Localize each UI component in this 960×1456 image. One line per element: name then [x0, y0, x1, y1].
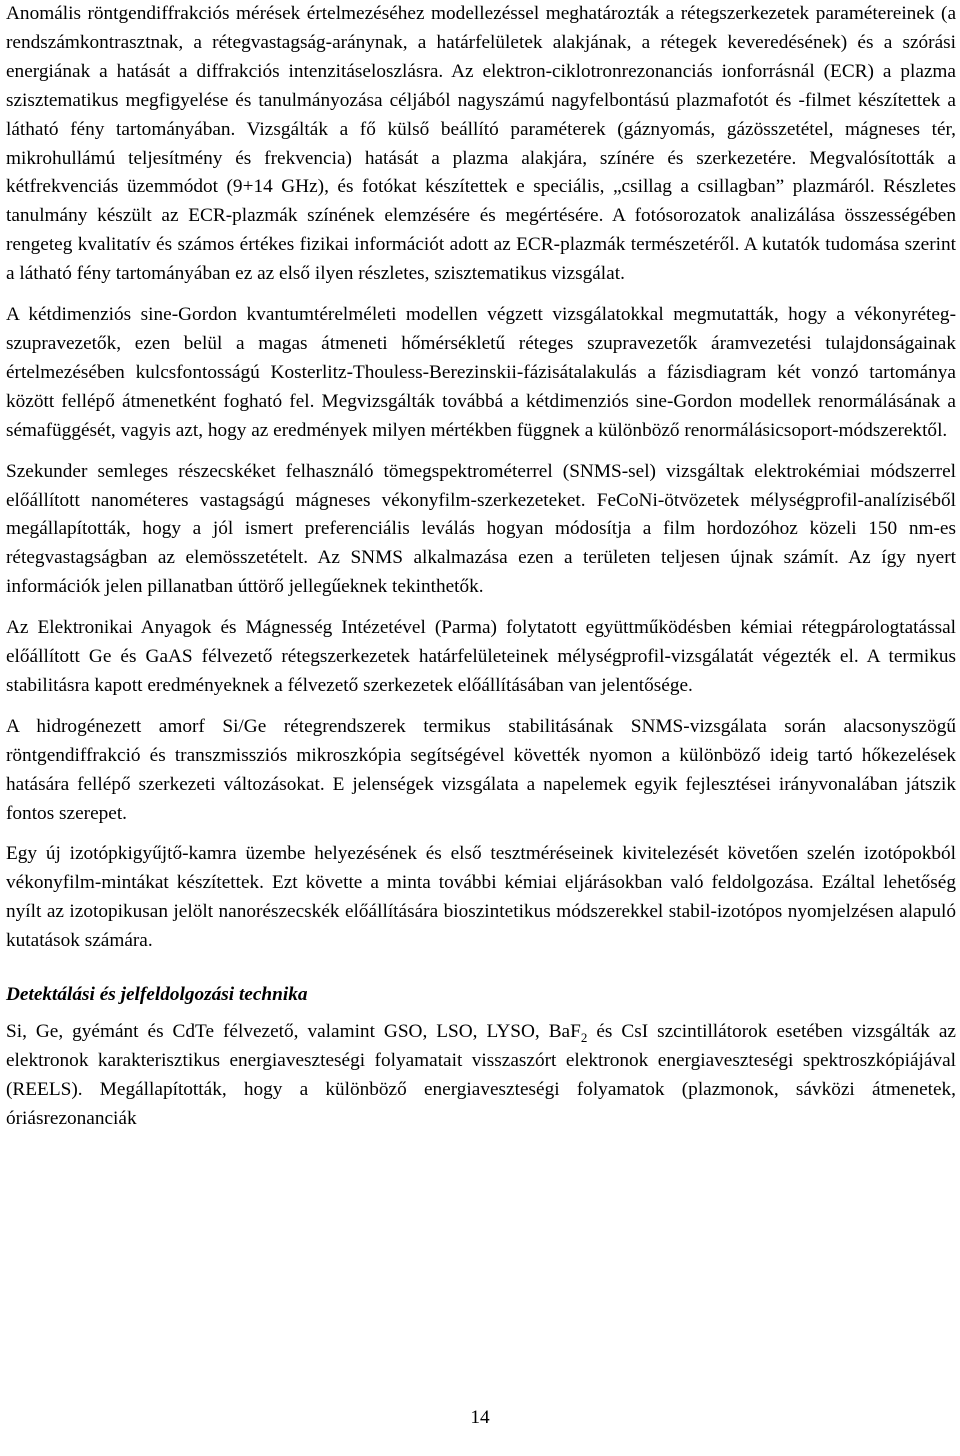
paragraph-scintillators — [6, 1018, 956, 1134]
section-heading: Detektálási és jelfeldolgozási technika — [6, 984, 308, 1006]
scintillator-text-start: Si, Ge, gyémánt és CdTe félvezető, valamint GSO, LSO, LYSO, BaF — [6, 1021, 581, 1042]
paragraph-sine-gordon: A kétdimenziós sine-Gordon kvantumtérelméleti modellen végzett vizsgálatokkal megmutatták, hogy a vékonyréteg-szupravezetők, ezen belül a magas átmeneti hőmérsékletű réteges szupravezetők áramvezetési tulajdonságainak értelmezésében kulcsfontosságú Kosterlitz-Thouless-Berezinskii-fázisátalakulás a fázisdiagram két vonzó tartománya között fellépő átmenetként fogható fel. Megvizsgálták továbbá a kétdimenziós sine-Gordon modellek renormálásának a sémafüggését, vagyis azt, hogy az eredmények milyen mértékben függnek a különböző renormálásicsoport-módszerektől. — [6, 304, 956, 441]
page-number: 14 — [470, 1407, 490, 1428]
paragraph-snms-fecoNi: Szekunder semleges részecskéket felhasználó tömegspektrométerrel (SNMS-sel) vizsgáltak elektrokémiai módszerrel előállított nanométeres vastagságú mágneses vékonyfilm-szerkezeteket. FeCoNi-ötvözetek mélységprofil-analíziséből megállapították, hogy a jól ismert preferenciális leválás hogyan módosítja a film hordozóhoz közeli 150 nm-es rétegvastagságban az elemösszetételt. Az SNMS alkalmazása ezen a területen teljesen újnak számít. Az így nyert információk jelen pillanatban úttörő jellegűeknek tekinthetők. — [6, 460, 956, 598]
baf2-subscript: 2 — [580, 1029, 588, 1045]
scintillator-text-rest: és CsI szcintillátorok esetében vizsgálták az elektronok karakterisztikus energiaveszteségi folyamatait visszaszórt elektronok energiaveszteségi spektroszkópiájával (REELS). Megállapították, hogy a különböző energiaveszteségi folyamatok (plazmonok, sávközi átmenetek, óriásrezonanciák — [6, 1021, 956, 1129]
paragraph-si-ge-thermal: A hidrogénezett amorf Si/Ge rétegrendszerek termikus stabilitásának SNMS-vizsgálata során alacsonyszögű röntgendiffrakció és transzmissziós mikroszkópia segítségével követték nyomon a különböző ideig tartó hőkezelések hatására fellépő szerkezeti változásokat. E jelenségek vizsgálata a napelemek egyik fejlesztései irányvonalában játszik fontos szerepet. — [6, 715, 956, 824]
paragraph-isotope-chamber: Egy új izotópkigyűjtő-kamra üzembe helyezésének és első tesztméréseinek kivitelezését követően szelén izotópokból vékonyfilm-mintákat készítettek. Ezt követte a minta további kémiai eljárásokban való feldolgozása. Ezáltal lehetőség nyílt az izotopikusan jelölt nanorészecskék előállítására bioszintetikus módszerekkel stabil-izotópos nyomjelzésen alapuló kutatások számára. — [6, 843, 956, 952]
document-page — [6, 0, 956, 1134]
paragraph-parma-cooperation: Az Elektronikai Anyagok és Mágnesség Intézetével (Parma) folytatott együttműködésben kémiai rétegpárologtatással előállított Ge és GaAS félvezető rétegszerkezetek határfelületeinek mélységprofil-vizsgálatát végezték el. A termikus stabilitásra kapott eredményeknek a félvezető szerkezetek előállításában van jelentősége. — [6, 617, 956, 696]
paragraph-ecr-plasma: Anomális röntgendiffrakciós mérések értelmezéséhez modellezéssel meghatározták a rétegszerkezetek paramétereinek (a rendszámkontrasztnak, a rétegvastagság-aránynak, a határfelületek alakjának, a rétegek keveredésének) és a szórási energiának a hatását a diffrakciós intenzitáseloszlásra. Az elektron-ciklotronrezonanciás ionforrásnál (ECR) a plazma szisztematikus megfigyelése és tanulmányozása céljából nagyszámú nagyfelbontású plazmafotót és -filmet készítettek a látható fény tartományában. Vizsgálták a fő külső beállító paraméterek (gáznyomás, gázösszetétel, mágneses tér, mikrohullámú teljesítmény és frekvencia) hatását a plazma alakjára, színére és szerkezetére. Megvalósították a kétfrekvenciás üzemmódot (9+14 GHz), és fotókat készítettek e speciális, „csillag a csillagban” plazmáról. Részletes tanulmány készült az ECR-plazmák színének elemzésére és megértésére. A fotósorozatok analizálása összességében rengeteg kvalitatív és számos értékes fizikai információt adott az ECR-plazmák természetéről. A kutatók tudomása szerint a látható fény tartományában ez az első ilyen részletes, szisztematikus vizsgálat. — [6, 3, 956, 285]
